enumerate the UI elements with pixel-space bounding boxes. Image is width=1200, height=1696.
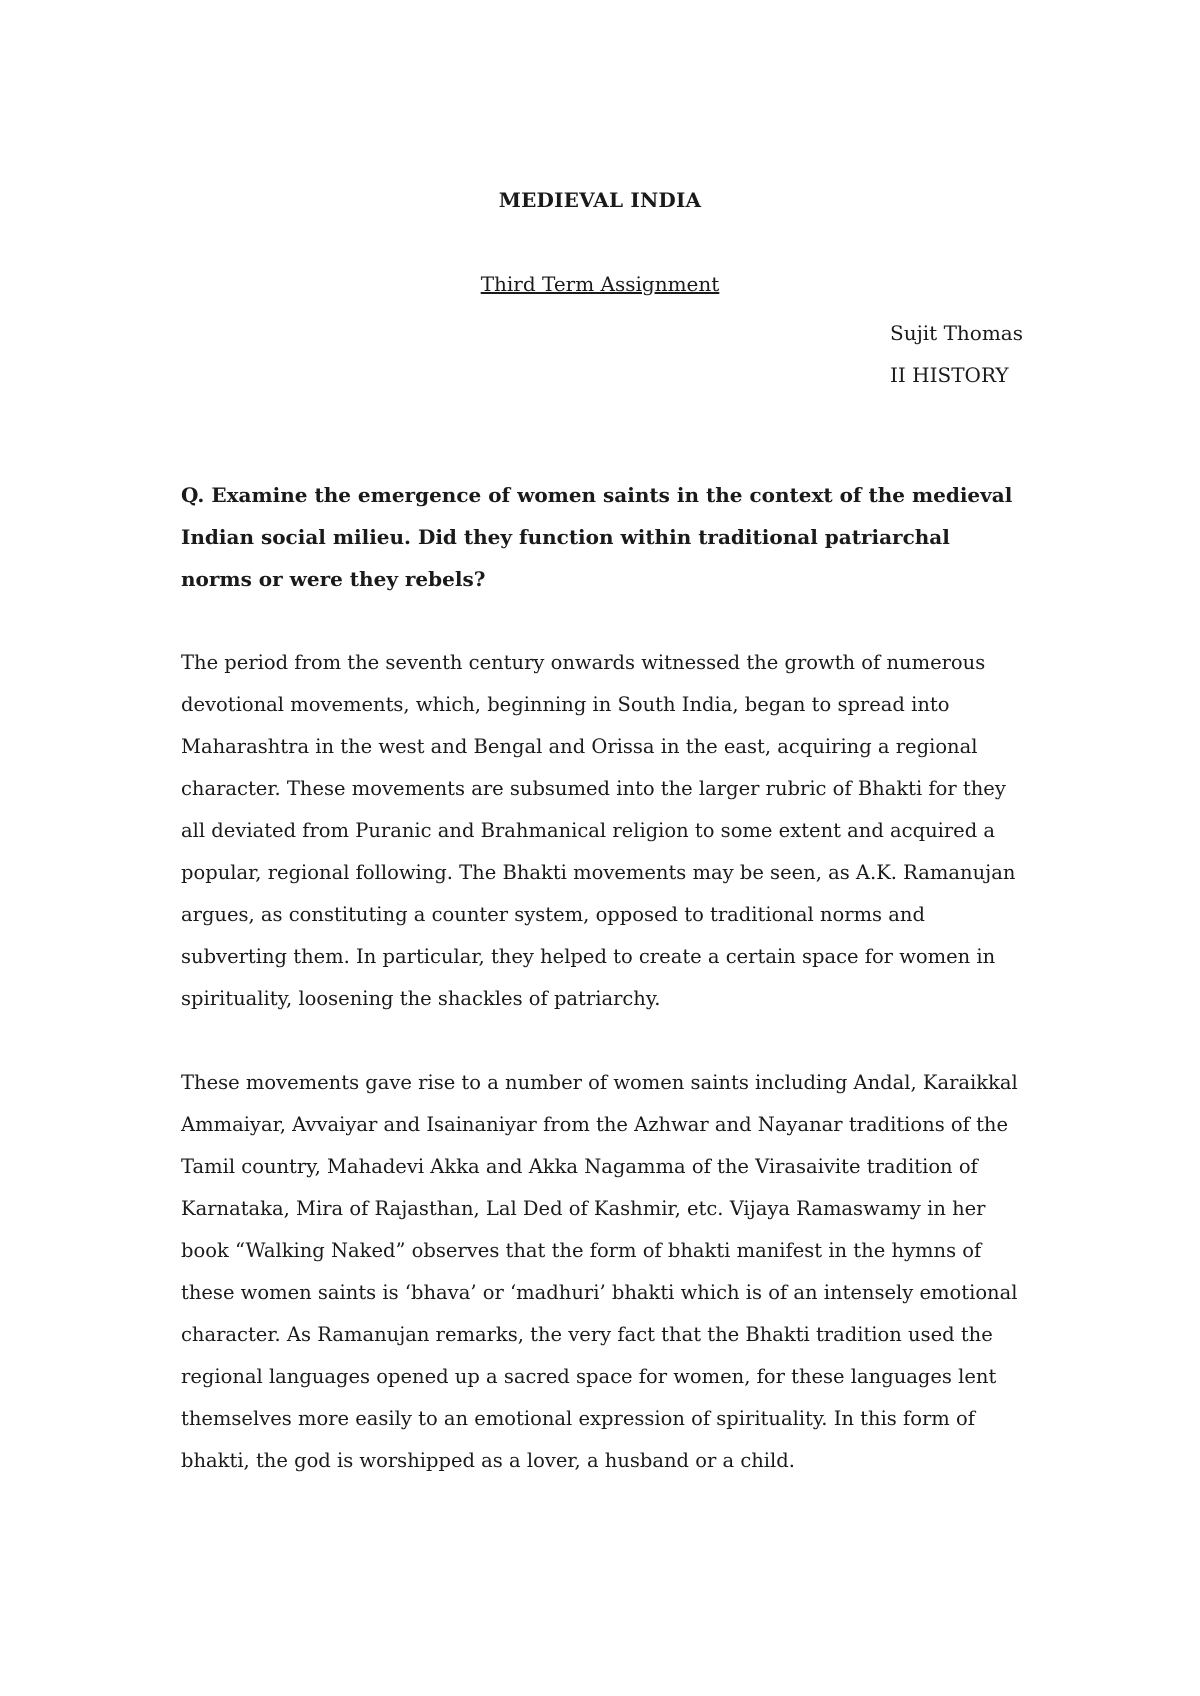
body-paragraph-1: The period from the seventh century onwards witnessed the growth of numerous devotional movements, which, beginning in South India, began to spread into Maharashtra in the west and Bengal and Orissa in the east, acquiring a regional character. These movements are subsumed into the larger rubric of Bhakti for they all deviated from Puranic and Brahmanical religion to some extent and acquired a popular, regional following. The Bhakti movements may be seen, as A.K. Ramanujan argues, as constituting a counter system, opposed to traditional norms and subverting them. In particular, they helped to create a certain space for women in spirituality, loosening the shackles of patriarchy. <box>181 651 1016 1010</box>
body-paragraph-2: These movements gave rise to a number of women saints including Andal, Karaikkal Ammaiyar, Avvaiyar and Isainaniyar from the Azhwar and Nayanar traditions of the Tamil country, Mahadevi Akka and Akka Nagamma of the Virasaivite tradition of Karnataka, Mira of Rajasthan, Lal Ded of Kashmir, etc. Vijaya Ramaswamy in her book “Walking Naked” observes that the form of bhakti manifest in the hymns of these women saints is ‘bhava’ or ‘madhuri’ bhakti which is of an intensely emotional character. As Ramanujan remarks, the very fact that the Bhakti tradition used the regional languages opened up a sacred space for women, for these languages lent themselves more easily to an emotional expression of spirituality. In this form of bhakti, the god is worshipped as a lover, a husband or a child. <box>181 1071 1018 1472</box>
document-subtitle: Third Term Assignment <box>480 272 720 296</box>
document-title: MEDIEVAL INDIA <box>498 188 702 212</box>
author-class: II HISTORY <box>890 363 1009 387</box>
author-name: Sujit Thomas <box>890 321 1023 345</box>
assignment-question: Q. Examine the emergence of women saints in the context of the medieval Indian social milieu. Did they function within traditional patriarchal norms or were they rebels? <box>181 483 1013 591</box>
author-block <box>890 312 1023 396</box>
